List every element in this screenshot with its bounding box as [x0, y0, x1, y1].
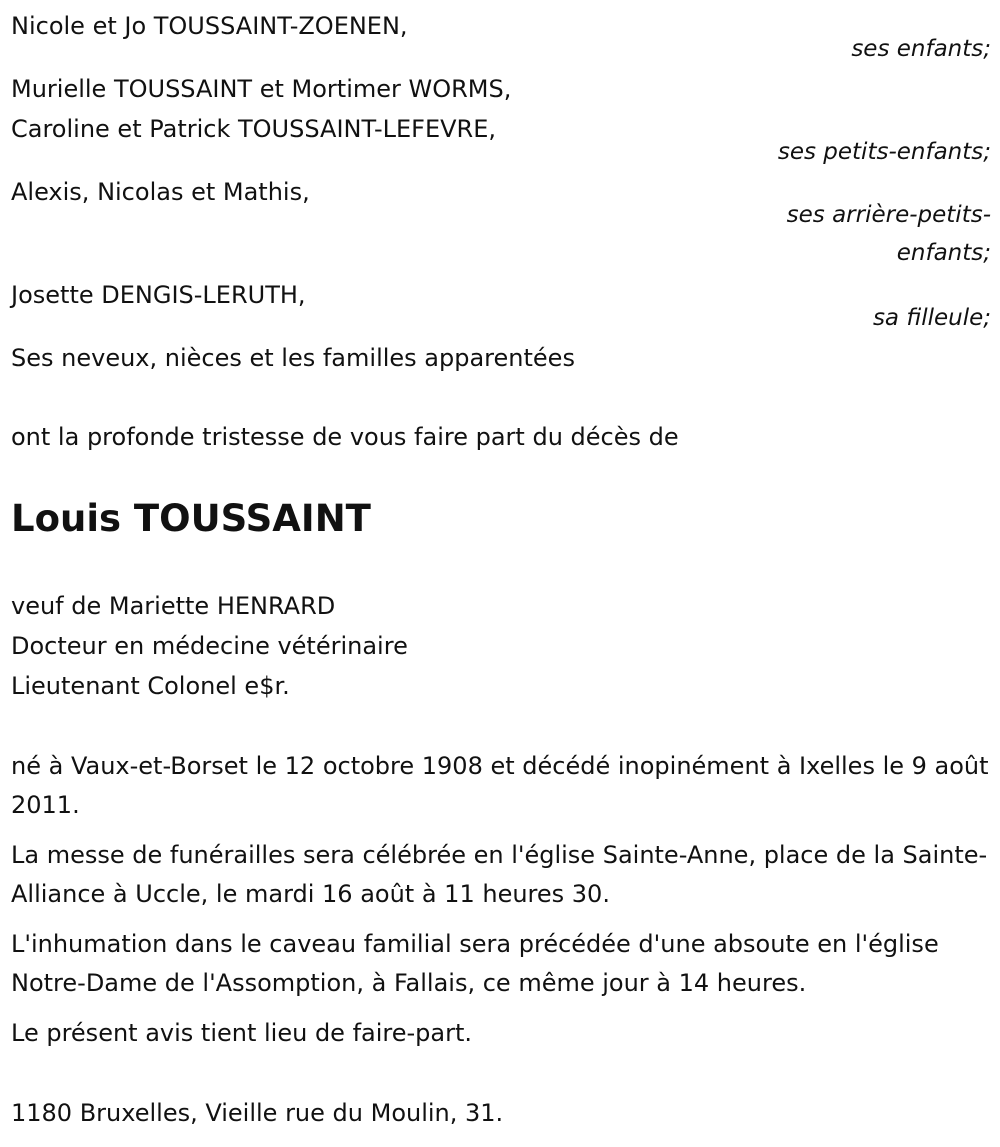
- funeral-mass-details: La messe de funérailles sera célébrée en l'église Sainte-Anne, place de la Sainte-Alliance à Uccle, le mardi 16 août à 11 heures 30.: [11, 841, 988, 908]
- burial-details: L'inhumation dans le caveau familial sera précédée d'une absoute en l'église Notre-Dame de l'Assomption, à Fallais, ce même jour à 14 heures.: [11, 930, 939, 997]
- obituary-notice: [11, 0, 991, 1147]
- grandchildren-role: ses petits-enfants;: [777, 139, 991, 165]
- great-grandchildren-role-1: ses arrière-petits-: [786, 202, 991, 228]
- deceased-title: Docteur en médecine vétérinaire: [11, 632, 408, 660]
- notice-text: Le présent avis tient lieu de faire-part.: [11, 1019, 473, 1047]
- family-grandchildren-1: Murielle TOUSSAINT et Mortimer WORMS,: [11, 75, 512, 103]
- children-role: ses enfants;: [851, 36, 991, 62]
- deceased-widower: veuf de Mariette HENRARD: [11, 592, 336, 620]
- address: 1180 Bruxelles, Vieille rue du Moulin, 31.: [11, 1099, 504, 1127]
- deceased-rank: Lieutenant Colonel e$r.: [11, 672, 290, 700]
- family-grandchildren-2: Caroline et Patrick TOUSSAINT-LEFEVRE,: [11, 115, 496, 143]
- family-great-grandchildren: Alexis, Nicolas et Mathis,: [11, 178, 310, 206]
- great-grandchildren-role-2: enfants;: [896, 240, 991, 266]
- birth-death-details: né à Vaux-et-Borset le 12 octobre 1908 et décédé inopinément à Ixelles le 9 août 2011.: [11, 752, 989, 819]
- family-relatives: Ses neveux, nièces et les familles apparentées: [11, 344, 575, 372]
- announcement: ont la profonde tristesse de vous faire part du décès de: [11, 423, 679, 451]
- goddaughter-role: sa filleule;: [872, 305, 991, 331]
- family-goddaughter: Josette DENGIS-LERUTH,: [11, 281, 306, 309]
- family-children: Nicole et Jo TOUSSAINT-ZOENEN,: [11, 12, 408, 40]
- deceased-name: Louis TOUSSAINT: [11, 497, 371, 540]
